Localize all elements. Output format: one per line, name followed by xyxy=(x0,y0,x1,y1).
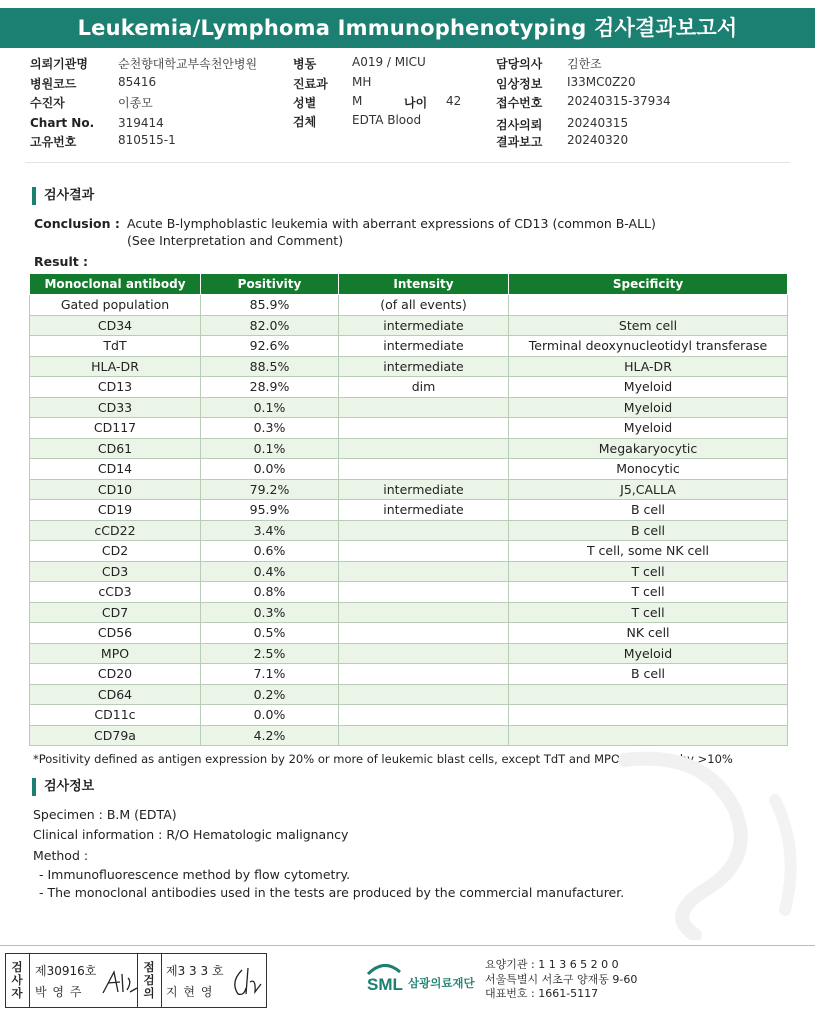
info-label: 담당의사 xyxy=(496,57,543,71)
info-label: 결과보고 xyxy=(496,135,543,149)
reviewer-label-char: 검 xyxy=(143,973,155,987)
antibody-cell: CD3 xyxy=(30,561,201,582)
antibody-cell: CD19 xyxy=(30,500,201,521)
table-row xyxy=(30,315,788,336)
positivity-footnote: *Positivity defined as antigen expression by 20% or more of leukemic blast cells, except TdT and MPO positivity by >10% xyxy=(33,752,733,766)
positivity-cell: 0.4% xyxy=(201,561,339,582)
positivity-cell: 3.4% xyxy=(201,520,339,541)
antibody-cell: CD64 xyxy=(30,684,201,705)
logo-text: SML xyxy=(367,975,403,994)
column-header: Specificity xyxy=(509,274,788,295)
examiner-license: 제30916호 xyxy=(35,964,97,978)
info-label: 성별 xyxy=(293,96,317,110)
report-title: Leukemia/Lymphoma Immunophenotyping 검사결과보고서 xyxy=(0,8,815,48)
intensity-cell xyxy=(339,664,509,685)
antibody-cell: CD117 xyxy=(30,418,201,439)
column-header: Monoclonal antibody xyxy=(30,274,201,295)
org-line: 대표번호 : 1661-5117 xyxy=(485,987,599,1000)
info-value: 김한조 xyxy=(567,57,602,71)
positivity-cell: 92.6% xyxy=(201,336,339,357)
table-row xyxy=(30,418,788,439)
positivity-cell: 0.3% xyxy=(201,418,339,439)
table-row xyxy=(30,725,788,746)
info-label: 병동 xyxy=(293,57,317,71)
table-row xyxy=(30,336,788,357)
specificity-cell: Monocytic xyxy=(509,459,788,480)
sml-logo-icon xyxy=(366,960,478,996)
info-label: 검체 xyxy=(293,115,317,129)
info-value: 20240320 xyxy=(567,133,629,147)
result-table-body xyxy=(30,295,788,746)
info-value: 810515-1 xyxy=(118,133,176,147)
specificity-cell: T cell xyxy=(509,582,788,603)
table-row xyxy=(30,356,788,377)
examiner-label-char: 검 xyxy=(11,960,23,974)
specificity-cell: J5,CALLA xyxy=(509,479,788,500)
antibody-cell: MPO xyxy=(30,643,201,664)
info-label: 수진자 xyxy=(30,96,65,110)
antibody-cell: Gated population xyxy=(30,295,201,316)
footer-divider xyxy=(0,945,815,946)
intensity-cell xyxy=(339,561,509,582)
info-label: 접수번호 xyxy=(496,96,543,110)
intensity-cell xyxy=(339,397,509,418)
examiner-signature xyxy=(100,968,140,998)
examiner-label-char: 사 xyxy=(11,973,23,987)
antibody-cell: CD33 xyxy=(30,397,201,418)
antibody-cell: HLA-DR xyxy=(30,356,201,377)
intensity-cell xyxy=(339,418,509,439)
table-row xyxy=(30,397,788,418)
info-value: 순천향대학교부속천안병원 xyxy=(118,57,258,71)
specificity-cell: Terminal deoxynucleotidyl transferase xyxy=(509,336,788,357)
table-row xyxy=(30,438,788,459)
intensity-cell: intermediate xyxy=(339,336,509,357)
reviewer-label-char: 점 xyxy=(143,960,155,974)
positivity-cell: 85.9% xyxy=(201,295,339,316)
antibody-cell: CD2 xyxy=(30,541,201,562)
intensity-cell xyxy=(339,705,509,726)
column-header: Intensity xyxy=(339,274,509,295)
positivity-cell: 95.9% xyxy=(201,500,339,521)
specificity-cell: NK cell xyxy=(509,623,788,644)
reviewer-label-char: 의 xyxy=(143,986,155,1000)
info-value: 42 xyxy=(446,94,462,108)
table-row xyxy=(30,705,788,726)
intensity-cell: intermediate xyxy=(339,356,509,377)
positivity-cell: 0.8% xyxy=(201,582,339,603)
antibody-cell: CD79a xyxy=(30,725,201,746)
intensity-cell: intermediate xyxy=(339,479,509,500)
intensity-cell xyxy=(339,684,509,705)
specificity-cell: B cell xyxy=(509,664,788,685)
info-value: EDTA Blood xyxy=(352,113,422,127)
info-value: MH xyxy=(352,75,372,89)
table-row xyxy=(30,684,788,705)
antibody-cell: CD13 xyxy=(30,377,201,398)
specificity-cell: B cell xyxy=(509,500,788,521)
examiner-name: 박 영 주 xyxy=(35,985,83,999)
table-row xyxy=(30,561,788,582)
intensity-cell: intermediate xyxy=(339,500,509,521)
box-divider xyxy=(161,954,162,1007)
table-row xyxy=(30,623,788,644)
positivity-cell: 0.6% xyxy=(201,541,339,562)
conclusion-label: Conclusion : xyxy=(34,216,120,231)
info-label: 고유번호 xyxy=(30,135,77,149)
intensity-cell xyxy=(339,643,509,664)
reviewer-label xyxy=(138,954,160,1007)
method-item: - The monoclonal antibodies used in the tests are produced by the commercial manufacturer. xyxy=(39,885,625,900)
box-divider xyxy=(29,954,30,1007)
reviewer-license: 제3 3 3 호 xyxy=(166,964,224,978)
table-row xyxy=(30,664,788,685)
clinical-info-text: Clinical information : R/O Hematologic malignancy xyxy=(33,827,349,842)
result-table xyxy=(29,273,788,746)
antibody-cell: CD10 xyxy=(30,479,201,500)
intensity-cell: (of all events) xyxy=(339,295,509,316)
table-row xyxy=(30,479,788,500)
specificity-cell: Stem cell xyxy=(509,315,788,336)
positivity-cell: 0.2% xyxy=(201,684,339,705)
positivity-cell: 0.3% xyxy=(201,602,339,623)
method-item: - Immunofluorescence method by flow cytometry. xyxy=(39,867,351,882)
method-label: Method : xyxy=(33,848,89,863)
organization-info xyxy=(485,958,637,1002)
info-value: 319414 xyxy=(118,116,164,130)
info-label: 검사의뢰 xyxy=(496,118,543,132)
table-row xyxy=(30,377,788,398)
intensity-cell: intermediate xyxy=(339,315,509,336)
antibody-cell: CD7 xyxy=(30,602,201,623)
table-row xyxy=(30,582,788,603)
antibody-cell: CD20 xyxy=(30,664,201,685)
info-value: 20240315 xyxy=(567,116,629,130)
column-header: Positivity xyxy=(201,274,339,295)
antibody-cell: cCD3 xyxy=(30,582,201,603)
specificity-cell: T cell xyxy=(509,561,788,582)
table-row xyxy=(30,541,788,562)
positivity-cell: 28.9% xyxy=(201,377,339,398)
positivity-cell: 0.0% xyxy=(201,459,339,480)
specificity-cell: B cell xyxy=(509,520,788,541)
info-value: A019 / MICU xyxy=(352,55,426,69)
conclusion-text xyxy=(127,215,727,249)
test-info xyxy=(33,805,624,902)
intensity-cell xyxy=(339,725,509,746)
reviewer-signature xyxy=(228,964,264,1000)
specificity-cell xyxy=(509,684,788,705)
info-value: 85416 xyxy=(118,75,157,89)
specificity-cell: Myeloid xyxy=(509,643,788,664)
positivity-cell: 0.5% xyxy=(201,623,339,644)
info-label: 의뢰기관명 xyxy=(30,57,88,71)
specificity-cell: Myeloid xyxy=(509,418,788,439)
specificity-cell: Myeloid xyxy=(509,377,788,398)
section-title-test-info: 검사정보 xyxy=(32,778,94,796)
signature-box xyxy=(5,953,267,1008)
info-value: 20240315-37934 xyxy=(567,94,671,108)
examiner-label xyxy=(6,954,28,1007)
table-row xyxy=(30,643,788,664)
antibody-cell: CD56 xyxy=(30,623,201,644)
positivity-cell: 79.2% xyxy=(201,479,339,500)
antibody-cell: CD34 xyxy=(30,315,201,336)
intensity-cell xyxy=(339,602,509,623)
specificity-cell: T cell xyxy=(509,602,788,623)
intensity-cell xyxy=(339,438,509,459)
specificity-cell xyxy=(509,295,788,316)
reviewer-name: 지 현 영 xyxy=(166,985,214,999)
result-label: Result : xyxy=(34,254,89,269)
table-row xyxy=(30,602,788,623)
info-label: 진료과 xyxy=(293,77,328,91)
info-value: M xyxy=(352,94,363,108)
antibody-cell: CD14 xyxy=(30,459,201,480)
logo-org-name: 삼광의료재단 xyxy=(408,976,475,990)
org-line: 요양기관 : 1 1 3 6 5 2 0 0 xyxy=(485,958,619,971)
conclusion-line: (See Interpretation and Comment) xyxy=(127,233,344,248)
antibody-cell: CD61 xyxy=(30,438,201,459)
specificity-cell: Megakaryocytic xyxy=(509,438,788,459)
specificity-cell xyxy=(509,725,788,746)
specificity-cell: Myeloid xyxy=(509,397,788,418)
specificity-cell: T cell, some NK cell xyxy=(509,541,788,562)
divider xyxy=(25,162,790,163)
info-label: 나이 xyxy=(404,96,428,110)
table-row xyxy=(30,500,788,521)
positivity-cell: 0.0% xyxy=(201,705,339,726)
intensity-cell xyxy=(339,623,509,644)
intensity-cell xyxy=(339,582,509,603)
specimen-text: Specimen : B.M (EDTA) xyxy=(33,807,177,822)
sml-logo xyxy=(366,960,478,1000)
table-row xyxy=(30,520,788,541)
info-value: 이종모 xyxy=(118,96,153,110)
conclusion-line: Acute B-lymphoblastic leukemia with aberrant expressions of CD13 (common B-ALL) xyxy=(127,216,656,231)
info-value: I33MC0Z20 xyxy=(567,75,636,89)
intensity-cell xyxy=(339,541,509,562)
positivity-cell: 4.2% xyxy=(201,725,339,746)
info-label: 임상정보 xyxy=(496,77,543,91)
positivity-cell: 2.5% xyxy=(201,643,339,664)
info-label: Chart No. xyxy=(30,116,95,130)
antibody-cell: TdT xyxy=(30,336,201,357)
intensity-cell xyxy=(339,520,509,541)
examiner-label-char: 자 xyxy=(11,986,23,1000)
specificity-cell xyxy=(509,705,788,726)
table-header-row xyxy=(30,274,788,295)
org-line: 서울특별시 서초구 양재동 9-60 xyxy=(485,972,638,986)
info-label: 병원코드 xyxy=(30,77,77,91)
positivity-cell: 0.1% xyxy=(201,438,339,459)
intensity-cell xyxy=(339,459,509,480)
table-row xyxy=(30,295,788,316)
antibody-cell: cCD22 xyxy=(30,520,201,541)
specificity-cell: HLA-DR xyxy=(509,356,788,377)
positivity-cell: 88.5% xyxy=(201,356,339,377)
positivity-cell: 82.0% xyxy=(201,315,339,336)
positivity-cell: 7.1% xyxy=(201,664,339,685)
section-title-result: 검사결과 xyxy=(32,187,94,205)
table-row xyxy=(30,459,788,480)
antibody-cell: CD11c xyxy=(30,705,201,726)
positivity-cell: 0.1% xyxy=(201,397,339,418)
intensity-cell: dim xyxy=(339,377,509,398)
